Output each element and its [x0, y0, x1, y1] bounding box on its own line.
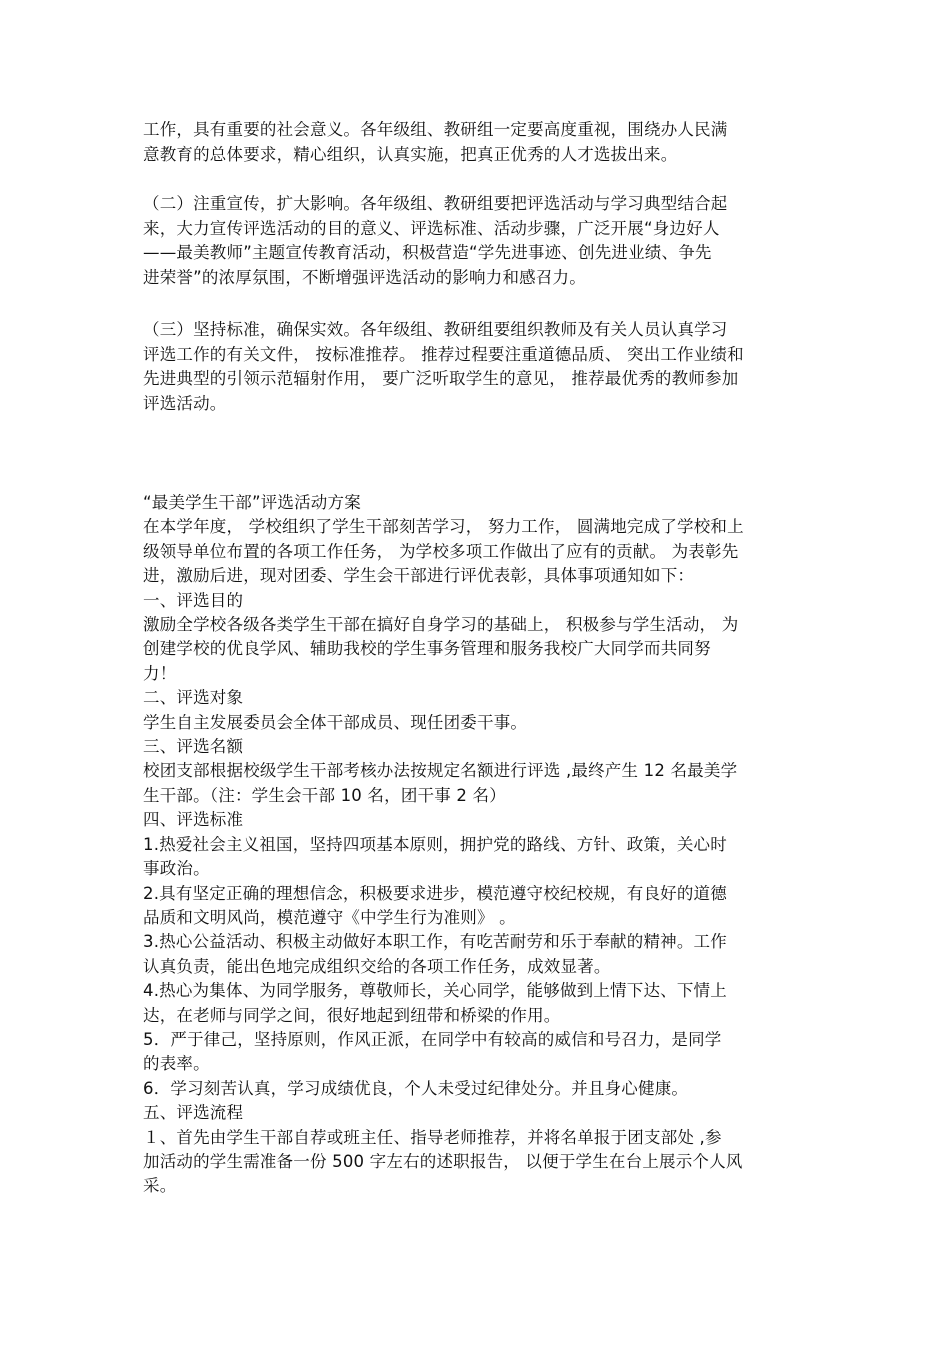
text-line: （二）注重宣传，扩大影响。各年级组、教研组要把评选活动与学习典型结合起: [143, 194, 728, 213]
process-item: 采。: [143, 1176, 177, 1196]
text-line: 创建学校的优良学风、辅助我校的学生事务管理和服务我校广大同学而共同努: [143, 639, 711, 659]
text-line: 级领导单位布置的各项工作任务， 为学校多项工作做出了应有的贡献。 为表彰先: [143, 541, 739, 561]
text-line: ——最美教师”主题宣传教育活动，积极营造“学先进事迹、创先进业绩、争先: [143, 243, 712, 262]
criteria-item: 6．学习刻苦认真，学习成绩优良，个人未受过纪律处分。并且身心健康。: [143, 1078, 689, 1098]
section-two-paragraph: [143, 192, 813, 290]
criteria-item: 3.热心公益活动、积极主动做好本职工作，有吃苦耐劳和乐于奉献的精神。工作: [143, 932, 727, 952]
criteria-item: 认真负责，能出色地完成组织交给的各项工作任务，成效显著。: [143, 956, 611, 976]
section-heading: 五、评选流程: [143, 1103, 244, 1123]
criteria-item: 1.热爱社会主义祖国，坚持四项基本原则，拥护党的路线、方针、政策，关心时: [143, 834, 727, 854]
section-heading: 三、评选名额: [143, 737, 244, 757]
text-line: 力！: [143, 663, 177, 683]
text-line: 激励全学校各级各类学生干部在搞好自身学习的基础上， 积极参与学生活动， 为: [143, 615, 739, 635]
text-line: 生干部。（注：学生会干部 10 名，团干事 2 名）: [143, 785, 506, 805]
text-line: 来，大力宣传评选活动的目的意义、评选标准、活动步骤，广泛开展“身边好人: [143, 218, 720, 238]
criteria-item: 的表率。: [143, 1054, 210, 1074]
text-line: 工作，具有重要的社会意义。各年级组、教研组一定要高度重视，围绕办人民满: [143, 120, 728, 139]
text-line: 进荣誉”的浓厚氛围，不断增强评选活动的影响力和感召力。: [143, 267, 586, 287]
text-line: 先进典型的引领示范辐射作用， 要广泛听取学生的意见， 推荐最优秀的教师参加: [143, 369, 739, 388]
text-line: 评选活动。: [143, 393, 227, 413]
section-heading: 一、评选目的: [143, 590, 244, 610]
criteria-item: 2.具有坚定正确的理想信念，积极要求进步，模范遵守校纪校规，有良好的道德: [143, 883, 727, 903]
process-item: １、首先由学生干部自荐或班主任、指导老师推荐，并将名单报于团支部处 ,参: [143, 1127, 722, 1147]
text-line: （三）坚持标准，确保实效。各年级组、教研组要组织教师及有关人员认真学习: [143, 320, 728, 339]
text-line: 在本学年度， 学校组织了学生干部刻苦学习， 努力工作， 圆满地完成了学校和上: [143, 517, 744, 537]
text-line: 学生自主发展委员会全体干部成员、现任团委干事。: [143, 712, 528, 732]
text-line: 校团支部根据校级学生干部考核办法按规定名额进行评选 ,最终产生 12 名最美学: [143, 761, 738, 781]
activity-plan: [143, 491, 813, 1199]
plan-title: “最美学生干部”评选活动方案: [143, 493, 361, 512]
criteria-item: 品质和文明风尚，模范遵守《中学生行为准则》 。: [143, 907, 516, 927]
section-heading: 二、评选对象: [143, 688, 244, 708]
process-item: 加活动的学生需准备一份 500 字左右的述职报告， 以便于学生在台上展示个人风: [143, 1151, 743, 1171]
section-heading: 四、评选标准: [143, 810, 244, 830]
criteria-item: 达，在老师与同学之间，很好地起到纽带和桥梁的作用。: [143, 1005, 561, 1025]
criteria-item: 4.热心为集体、为同学服务，尊敬师长，关心同学，能够做到上情下达、下情上: [143, 981, 727, 1001]
text-line: 评选工作的有关文件， 按标准推荐。 推荐过程要注重道德品质、 突出工作业绩和: [143, 344, 744, 364]
criteria-item: 事政治。: [143, 859, 210, 879]
section-three-paragraph: [143, 318, 813, 416]
text-line: 意教育的总体要求，精心组织，认真实施，把真正优秀的人才选拔出来。: [143, 144, 678, 164]
intro-paragraph: [143, 118, 813, 167]
text-line: 进，激励后进，现对团委、学生会干部进行评优表彰，具体事项通知如下：: [143, 566, 695, 586]
criteria-item: 5．严于律己，坚持原则，作风正派，在同学中有较高的威信和号召力，是同学: [143, 1029, 722, 1049]
